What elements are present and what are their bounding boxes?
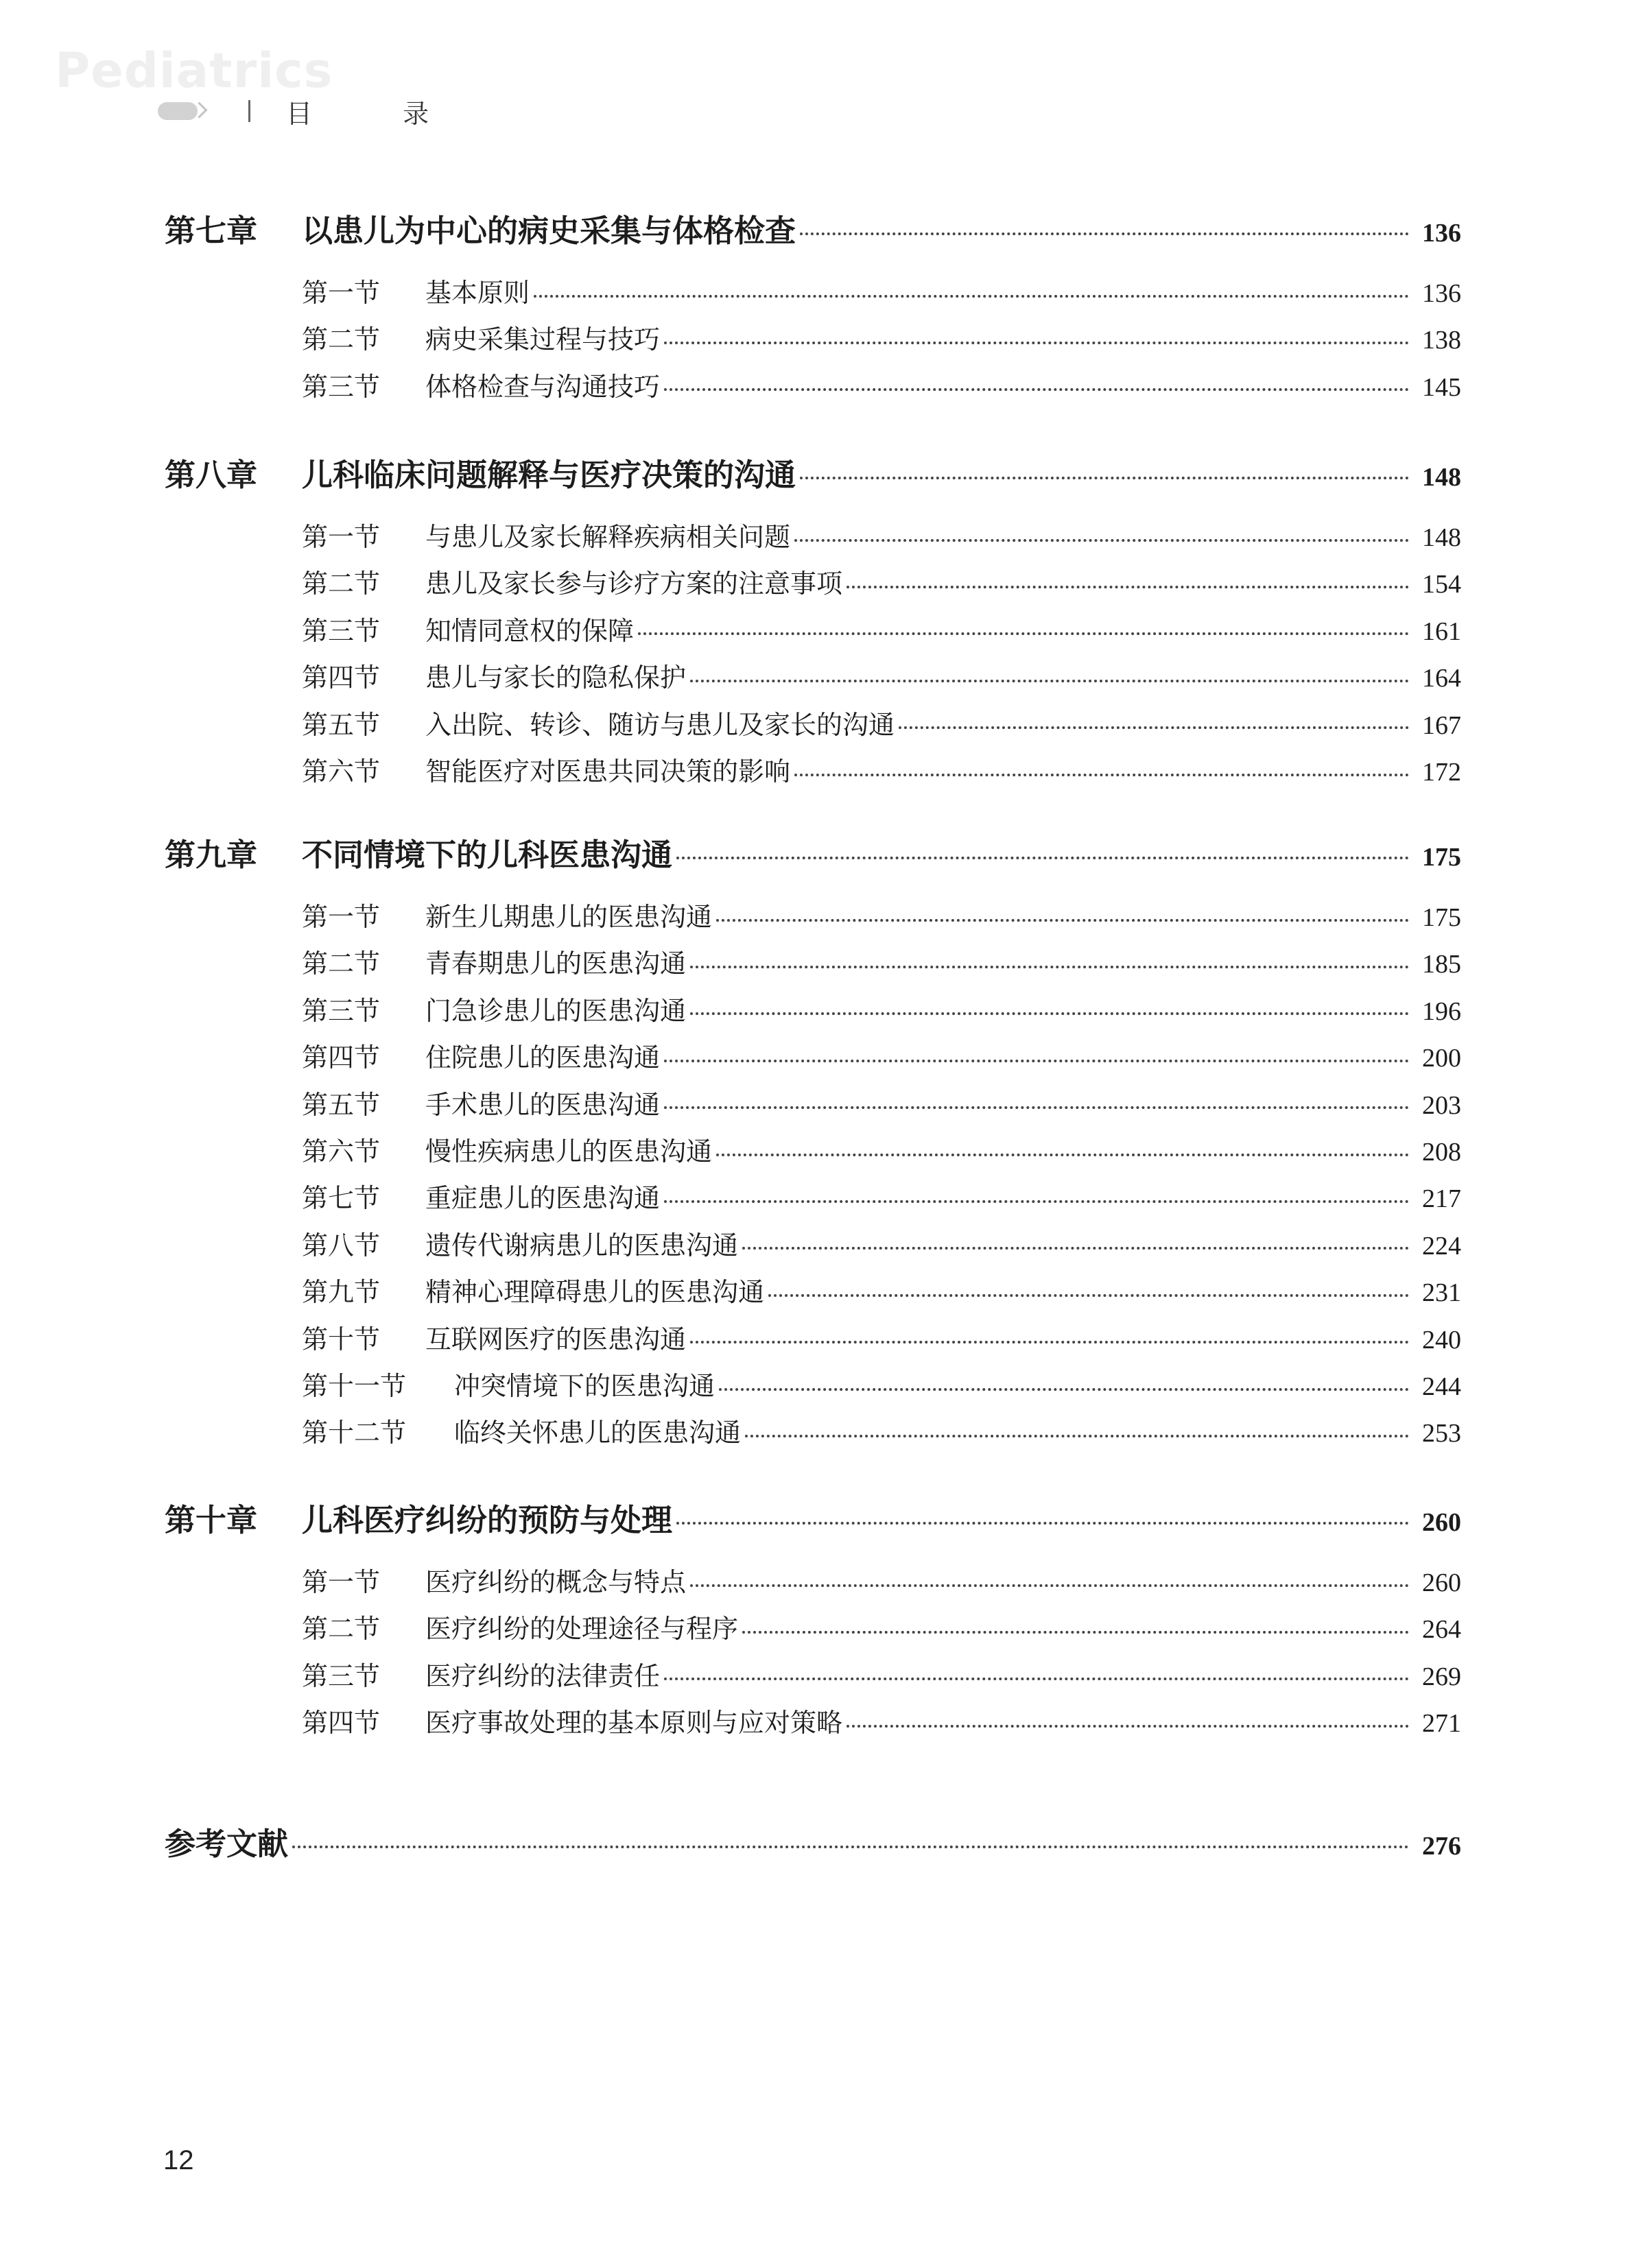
dot-leader bbox=[742, 1247, 1409, 1250]
dot-leader bbox=[292, 1846, 1409, 1848]
toc-section-row[interactable] bbox=[0, 656, 1461, 694]
toc-section-row[interactable] bbox=[0, 1271, 1461, 1309]
section-number: 第七节 bbox=[302, 1183, 381, 1214]
section-title: 体格检查与沟通技巧 bbox=[425, 371, 661, 402]
page-number-ref: 244 bbox=[1422, 1372, 1461, 1401]
dot-leader bbox=[690, 1012, 1409, 1015]
section-number: 第六节 bbox=[302, 1136, 381, 1167]
section-number: 第三节 bbox=[302, 371, 381, 402]
dot-leader bbox=[664, 342, 1409, 344]
toc-section-row[interactable] bbox=[0, 516, 1461, 553]
toc-section-row[interactable] bbox=[0, 1084, 1461, 1121]
section-number: 第二节 bbox=[302, 569, 381, 599]
section-title: 重症患儿的医患沟通 bbox=[425, 1183, 661, 1214]
page-number-ref: 203 bbox=[1422, 1090, 1461, 1120]
toc-section-row[interactable] bbox=[0, 896, 1461, 933]
page-number-ref: 260 bbox=[1422, 1508, 1461, 1537]
toc-section-row[interactable] bbox=[0, 272, 1461, 309]
running-header bbox=[158, 91, 470, 132]
section-title: 入出院、转诊、随访与患儿及家长的沟通 bbox=[425, 709, 895, 740]
toc-section-row[interactable] bbox=[0, 1318, 1461, 1356]
toc-section-row[interactable] bbox=[0, 318, 1461, 356]
toc-section-row[interactable] bbox=[0, 1608, 1461, 1645]
section-title: 病史采集过程与技巧 bbox=[425, 324, 661, 355]
section-title: 遗传代谢病患儿的医患沟通 bbox=[425, 1230, 739, 1261]
toc-chapter-row[interactable] bbox=[0, 206, 1461, 250]
dot-leader bbox=[794, 539, 1409, 542]
page-number-ref: 175 bbox=[1422, 903, 1461, 932]
page-number-ref: 231 bbox=[1422, 1278, 1461, 1308]
dot-leader bbox=[690, 966, 1409, 968]
page-number-ref: 240 bbox=[1422, 1325, 1461, 1354]
dot-leader bbox=[719, 1388, 1409, 1391]
toc-section-row[interactable] bbox=[0, 1224, 1461, 1262]
dot-leader bbox=[800, 477, 1409, 479]
section-number: 第五节 bbox=[302, 1089, 381, 1120]
dot-leader bbox=[664, 1060, 1409, 1062]
page-number-ref: 260 bbox=[1422, 1568, 1461, 1597]
page-number-ref: 138 bbox=[1422, 326, 1461, 355]
page-number-ref: 217 bbox=[1422, 1184, 1461, 1214]
section-number: 第十二节 bbox=[302, 1418, 407, 1448]
dot-leader bbox=[716, 1154, 1409, 1156]
page-number-ref: 172 bbox=[1422, 758, 1461, 787]
section-number: 第四节 bbox=[302, 1042, 381, 1073]
section-number: 第一节 bbox=[302, 278, 381, 308]
dot-leader bbox=[742, 1631, 1409, 1634]
dot-leader bbox=[676, 1522, 1409, 1525]
header-divider bbox=[248, 100, 250, 122]
page-number-ref: 148 bbox=[1422, 523, 1461, 552]
page-number-ref: 224 bbox=[1422, 1231, 1461, 1261]
dot-leader bbox=[847, 1725, 1409, 1728]
dot-leader bbox=[690, 1341, 1409, 1344]
section-number: 第一节 bbox=[302, 522, 381, 552]
dot-leader bbox=[664, 1678, 1409, 1680]
toc-section-row[interactable] bbox=[0, 1130, 1461, 1168]
page-number-ref: 264 bbox=[1422, 1615, 1461, 1645]
header-title: 目 录 bbox=[286, 98, 471, 129]
section-title: 慢性疾病患儿的医患沟通 bbox=[425, 1136, 713, 1167]
dot-leader bbox=[800, 232, 1409, 235]
section-title: 新生儿期患儿的医患沟通 bbox=[425, 902, 713, 932]
toc-section-row[interactable] bbox=[0, 704, 1461, 741]
page-number-ref: 269 bbox=[1422, 1662, 1461, 1691]
chapter-title: 儿科医疗纠纷的预防与处理 bbox=[302, 1502, 673, 1538]
page-number-ref: 145 bbox=[1422, 372, 1461, 402]
page-number-ref: 167 bbox=[1422, 711, 1461, 740]
section-title: 患儿与家长的隐私保护 bbox=[425, 663, 687, 693]
section-number: 第一节 bbox=[302, 902, 381, 932]
section-number: 第二节 bbox=[302, 1614, 381, 1645]
chapter-title: 不同情境下的儿科医患沟通 bbox=[302, 837, 673, 873]
section-title: 住院患儿的医患沟通 bbox=[425, 1042, 661, 1073]
section-title: 冲突情境下的医患沟通 bbox=[454, 1371, 715, 1401]
section-title: 互联网医疗的医患沟通 bbox=[425, 1324, 687, 1354]
section-title: 医疗纠纷的处理途径与程序 bbox=[425, 1614, 739, 1645]
toc-references-row[interactable] bbox=[0, 1819, 1461, 1863]
page-number-ref: 136 bbox=[1422, 279, 1461, 308]
section-number: 第三节 bbox=[302, 615, 381, 646]
toc-section-row[interactable] bbox=[0, 990, 1461, 1027]
page-number-ref: 276 bbox=[1422, 1832, 1461, 1861]
dot-leader bbox=[690, 680, 1409, 682]
section-number: 第九节 bbox=[302, 1277, 381, 1308]
dot-leader bbox=[716, 919, 1409, 922]
toc-section-row[interactable] bbox=[0, 610, 1461, 647]
toc-section-row[interactable] bbox=[0, 750, 1461, 788]
page-number-ref: 136 bbox=[1422, 219, 1461, 248]
page-number-ref: 175 bbox=[1422, 843, 1461, 872]
section-title: 手术患儿的医患沟通 bbox=[425, 1089, 661, 1120]
section-number: 第三节 bbox=[302, 1660, 381, 1691]
page-number-ref: 161 bbox=[1422, 617, 1461, 646]
page-number-ref: 164 bbox=[1422, 664, 1461, 693]
dot-leader bbox=[664, 1106, 1409, 1109]
chapter-title: 儿科临床问题解释与医疗决策的沟通 bbox=[302, 457, 796, 493]
section-title: 医疗事故处理的基本原则与应对策略 bbox=[425, 1708, 843, 1739]
page-number-ref: 208 bbox=[1422, 1138, 1461, 1167]
section-title: 青春期患儿的医患沟通 bbox=[425, 948, 687, 979]
toc-section-row[interactable] bbox=[0, 1655, 1461, 1693]
section-number: 第六节 bbox=[302, 756, 381, 787]
header-decoration-icon bbox=[158, 96, 213, 126]
dot-leader bbox=[664, 1200, 1409, 1203]
chapter-title: 以患儿为中心的病史采集与体格检查 bbox=[302, 213, 796, 249]
section-number: 第二节 bbox=[302, 948, 381, 979]
dot-leader bbox=[664, 388, 1409, 391]
section-number: 第四节 bbox=[302, 663, 381, 693]
page-number-ref: 200 bbox=[1422, 1044, 1461, 1073]
page-number-ref: 185 bbox=[1422, 950, 1461, 979]
page-number-ref: 154 bbox=[1422, 570, 1461, 599]
toc-chapter-row[interactable] bbox=[0, 1495, 1461, 1540]
section-number: 第十节 bbox=[302, 1324, 381, 1354]
section-title: 智能医疗对医患共同决策的影响 bbox=[425, 756, 791, 787]
dot-leader bbox=[794, 774, 1409, 776]
dot-leader bbox=[690, 1584, 1409, 1587]
toc-section-row[interactable] bbox=[0, 366, 1461, 403]
page-number-ref: 253 bbox=[1422, 1419, 1461, 1448]
section-number: 第三节 bbox=[302, 995, 381, 1026]
page-number-ref: 148 bbox=[1422, 463, 1461, 492]
toc-section-row[interactable] bbox=[0, 1365, 1461, 1402]
dot-leader bbox=[899, 726, 1409, 729]
section-title: 与患儿及家长解释疾病相关问题 bbox=[425, 522, 791, 552]
section-title: 临终关怀患儿的医患沟通 bbox=[454, 1418, 742, 1448]
page-number: 12 bbox=[163, 2145, 194, 2175]
dot-leader bbox=[638, 632, 1409, 635]
section-title: 门急诊患儿的医患沟通 bbox=[425, 995, 687, 1026]
dot-leader bbox=[745, 1435, 1409, 1437]
chapter-number: 第十章 bbox=[165, 1502, 258, 1538]
section-number: 第八节 bbox=[302, 1230, 381, 1261]
section-number: 第十一节 bbox=[302, 1371, 407, 1401]
dot-leader bbox=[676, 857, 1409, 859]
section-title: 基本原则 bbox=[425, 278, 530, 308]
dot-leader bbox=[847, 586, 1409, 588]
page-number-ref: 271 bbox=[1422, 1709, 1461, 1739]
section-number: 第四节 bbox=[302, 1708, 381, 1739]
toc-chapter-row[interactable] bbox=[0, 450, 1461, 494]
toc-section-row[interactable] bbox=[0, 942, 1461, 980]
chapter-number: 第八章 bbox=[165, 457, 258, 493]
chapter-number: 第九章 bbox=[165, 837, 258, 873]
section-title: 医疗纠纷的法律责任 bbox=[425, 1660, 661, 1691]
section-number: 第二节 bbox=[302, 324, 381, 355]
section-title: 患儿及家长参与诊疗方案的注意事项 bbox=[425, 569, 843, 599]
references-title: 参考文献 bbox=[165, 1826, 289, 1862]
dot-leader bbox=[768, 1294, 1409, 1297]
toc-section-row[interactable] bbox=[0, 562, 1461, 600]
toc-section-row[interactable] bbox=[0, 1702, 1461, 1739]
toc-section-row[interactable] bbox=[0, 1561, 1461, 1599]
section-title: 知情同意权的保障 bbox=[425, 615, 635, 646]
toc-section-row[interactable] bbox=[0, 1036, 1461, 1074]
chapter-number: 第七章 bbox=[165, 213, 258, 249]
section-title: 医疗纠纷的概念与特点 bbox=[425, 1567, 687, 1597]
toc-section-row[interactable] bbox=[0, 1177, 1461, 1215]
toc-chapter-row[interactable] bbox=[0, 830, 1461, 874]
section-title: 精神心理障碍患儿的医患沟通 bbox=[425, 1277, 765, 1308]
section-number: 第一节 bbox=[302, 1567, 381, 1597]
page-number-ref: 196 bbox=[1422, 996, 1461, 1026]
section-number: 第五节 bbox=[302, 709, 381, 740]
toc-section-row[interactable] bbox=[0, 1411, 1461, 1449]
pediatrics-watermark: Pediatrics bbox=[55, 43, 333, 99]
dot-leader bbox=[534, 295, 1409, 298]
